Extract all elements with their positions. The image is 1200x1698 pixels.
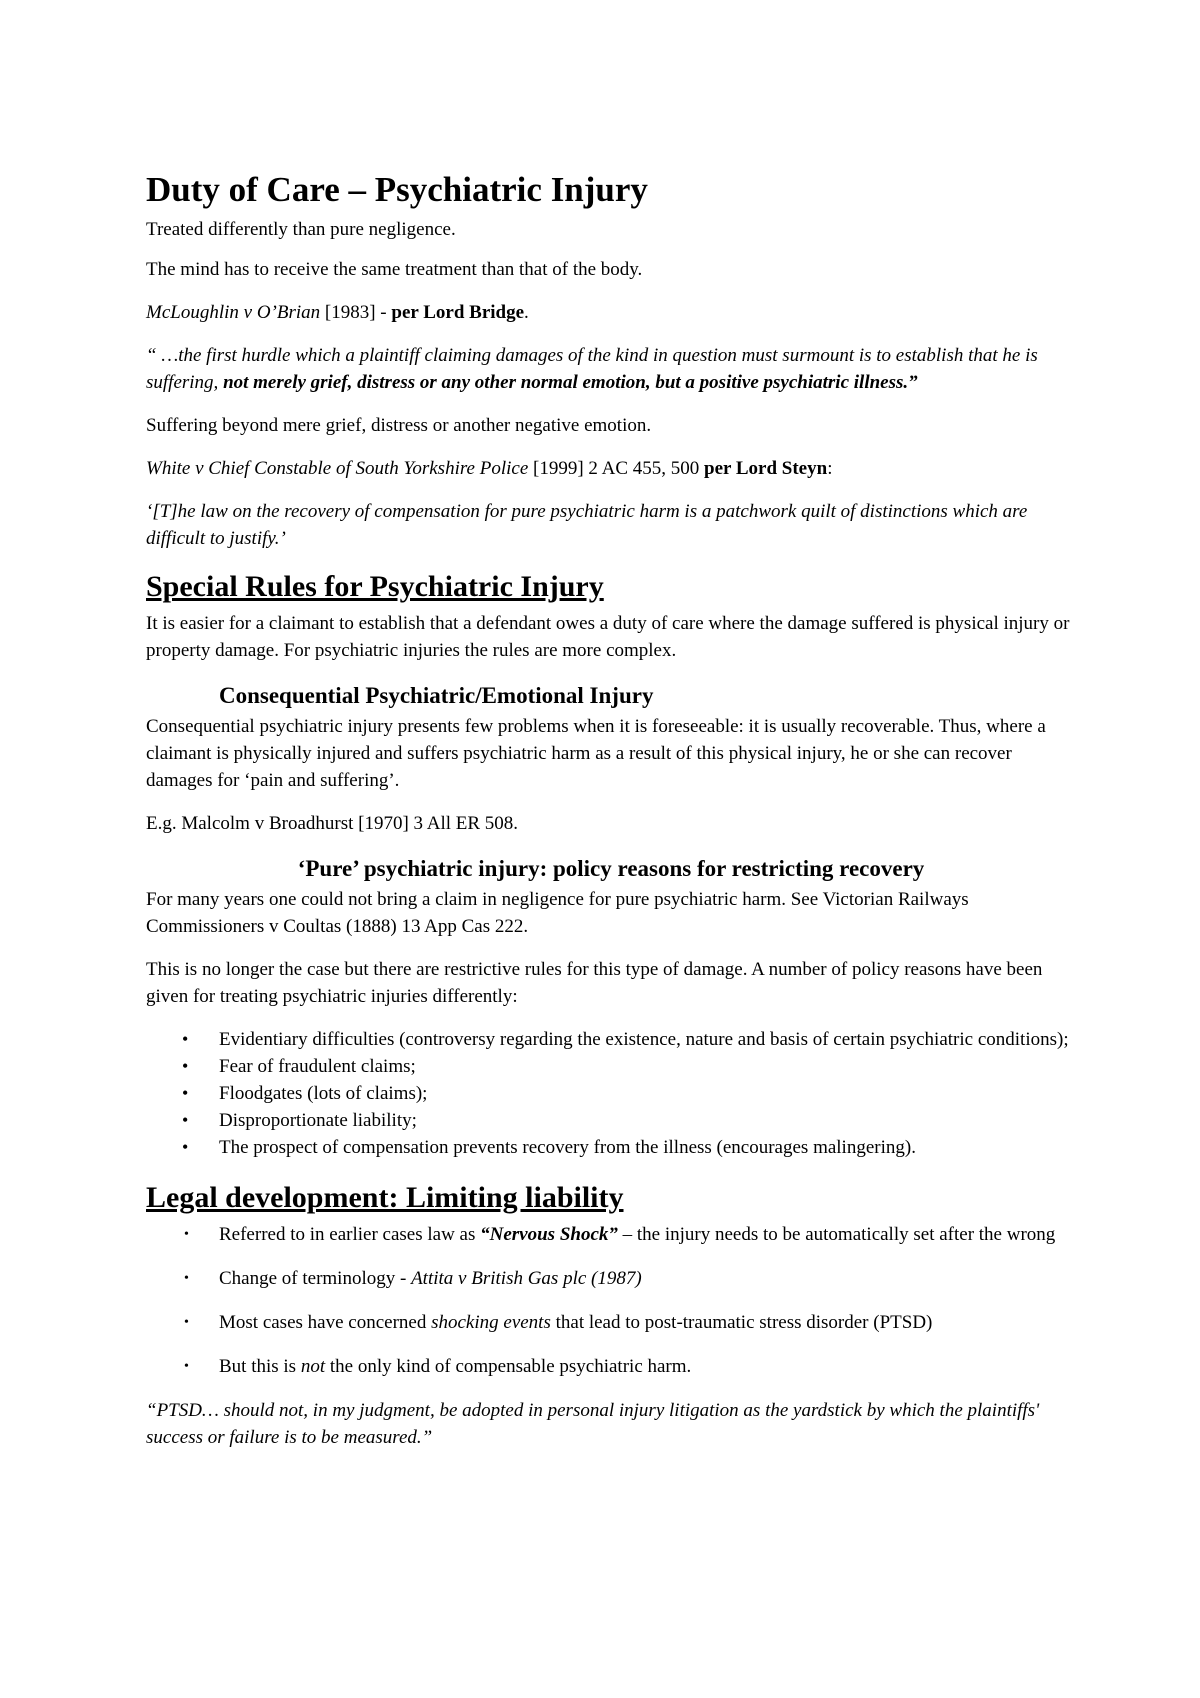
quote-emphasis: not merely grief, distress or any other normal emotion, but a positive psychiatric illness.” xyxy=(223,372,918,393)
case-citation-mcloughlin xyxy=(146,299,1076,326)
case-end: : xyxy=(827,458,833,479)
list-item-emphasis: shocking events xyxy=(431,1312,551,1333)
list-item xyxy=(146,1107,1076,1134)
paragraph-intro-2: The mind has to receive the same treatment than that of the body. xyxy=(146,259,643,280)
list-item-text: the only kind of compensable psychiatric harm. xyxy=(325,1356,692,1377)
list-item-text: Referred to in earlier cases law as xyxy=(219,1224,481,1245)
section-heading-legal-development: Legal development: Limiting liability xyxy=(146,1181,624,1214)
bullet-icon: • xyxy=(184,1315,189,1330)
list-item-case: Attita v British Gas plc (1987) xyxy=(411,1268,642,1289)
case-judge: per Lord Steyn xyxy=(704,458,828,479)
list-item-text: Floodgates (lots of claims); xyxy=(219,1083,428,1104)
quote-ptsd: “PTSD… should not, in my judgment, be adopted in personal injury litigation as the yardstick by which the plaintiffs' success or failure is to be measured.” xyxy=(146,1400,1040,1448)
list-item-emphasis: “Nervous Shock” xyxy=(480,1224,618,1245)
case-name: White v Chief Constable of South Yorkshire Police xyxy=(146,458,529,479)
quote-lord-steyn: ‘[T]he law on the recovery of compensation for pure psychiatric harm is a patchwork quilt of distinctions which are difficult to justify.’ xyxy=(146,501,1028,549)
paragraph-pure-2: This is no longer the case but there are restrictive rules for this type of damage. A number of policy reasons have been given for treating psychiatric injuries differently: xyxy=(146,959,1043,1007)
list-item-text: Fear of fraudulent claims; xyxy=(219,1056,416,1077)
case-year: [1983] - xyxy=(320,302,392,323)
case-name: McLoughlin v O’Brian xyxy=(146,302,321,323)
paragraph-example: E.g. Malcolm v Broadhurst [1970] 3 All ER 508. xyxy=(146,813,519,834)
bullet-icon: • xyxy=(182,1110,189,1130)
bullet-icon: • xyxy=(182,1029,189,1049)
paragraph-consequential: Consequential psychiatric injury presents few problems when it is foreseeable: it is usually recoverable. Thus, where a claimant is physically injured and suffers psychiatric harm as a result of this physical injury, he or she can recover damages for ‘pain and suffering’. xyxy=(146,716,1046,791)
list-item xyxy=(146,1353,1076,1380)
section-heading-special-rules: Special Rules for Psychiatric Injury xyxy=(146,570,604,603)
list-item-text: Change of terminology - xyxy=(219,1268,412,1289)
bullet-icon: • xyxy=(182,1083,189,1103)
list-item-emphasis: not xyxy=(300,1356,326,1377)
subheading-pure-psychiatric: ‘Pure’ psychiatric injury: policy reasons for restricting recovery xyxy=(297,856,925,881)
list-item xyxy=(146,1221,1076,1248)
list-item-text: Most cases have concerned xyxy=(219,1312,432,1333)
list-item-text: But this is xyxy=(219,1356,301,1377)
case-citation-white xyxy=(146,455,1076,482)
legal-development-list xyxy=(146,1221,1076,1380)
paragraph-intro-1: Treated differently than pure negligence. xyxy=(146,219,456,240)
list-item xyxy=(146,1053,1076,1080)
bullet-icon: • xyxy=(182,1056,189,1076)
case-citation: [1999] 2 AC 455, 500 xyxy=(528,458,705,479)
bullet-icon: • xyxy=(184,1271,189,1286)
bullet-icon: • xyxy=(182,1137,189,1157)
case-end: . xyxy=(524,302,529,323)
page-title: Duty of Care – Psychiatric Injury xyxy=(146,170,648,209)
paragraph-pure-1: For many years one could not bring a claim in negligence for pure psychiatric harm. See Victorian Railways Commissioners v Coultas (1888) 13 App Cas 222. xyxy=(146,889,969,937)
list-item xyxy=(146,1134,1076,1161)
policy-reasons-list xyxy=(146,1026,1076,1161)
list-item xyxy=(146,1309,1076,1336)
case-judge: per Lord Bridge xyxy=(391,302,525,323)
bullet-icon: • xyxy=(184,1359,189,1374)
list-item xyxy=(146,1265,1076,1292)
quote-lord-bridge xyxy=(146,342,1076,396)
list-item-text: The prospect of compensation prevents recovery from the illness (encourages malingering). xyxy=(219,1137,916,1158)
list-item-text: that lead to post-traumatic stress disorder (PTSD) xyxy=(550,1312,933,1333)
list-item xyxy=(146,1026,1076,1053)
paragraph-special-1: It is easier for a claimant to establish that a defendant owes a duty of care where the damage suffered is physical injury or property damage. For psychiatric injuries the rules are more complex. xyxy=(146,613,1070,661)
list-item-text: – the injury needs to be automatically set after the wrong xyxy=(617,1224,1056,1245)
list-item xyxy=(146,1080,1076,1107)
document-page xyxy=(146,168,1076,1467)
quote-text: “ …the first hurdle which a plaintiff claiming damages of the kind in question must surmount is to establish that he is suffering, xyxy=(146,345,1038,393)
paragraph-intro-3: Suffering beyond mere grief, distress or another negative emotion. xyxy=(146,415,652,436)
bullet-icon: • xyxy=(184,1227,189,1242)
subheading-consequential: Consequential Psychiatric/Emotional Injury xyxy=(219,683,654,708)
list-item-text: Disproportionate liability; xyxy=(219,1110,417,1131)
list-item-text: Evidentiary difficulties (controversy regarding the existence, nature and basis of certain psychiatric conditions); xyxy=(219,1029,1069,1050)
